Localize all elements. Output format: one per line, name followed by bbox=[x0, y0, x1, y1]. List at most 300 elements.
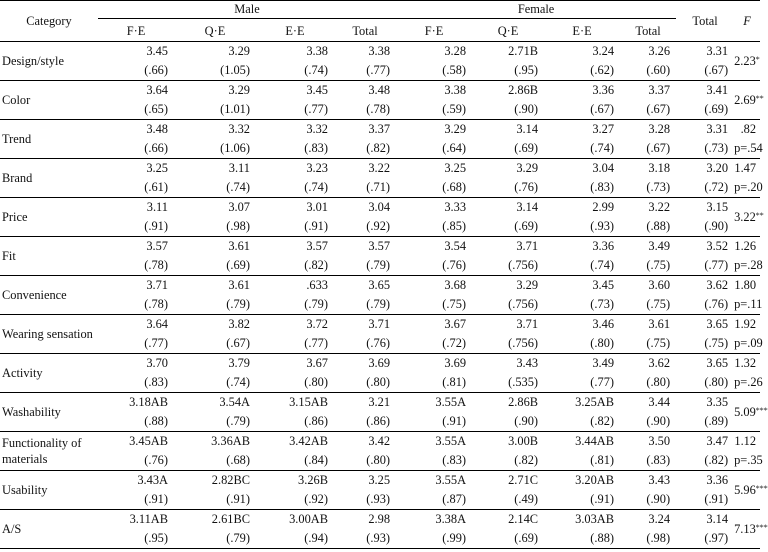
sd-cell: (.90) bbox=[704, 219, 729, 233]
mean-cell: 3.36AB bbox=[211, 434, 250, 448]
sd-cell: (.77) bbox=[590, 375, 615, 389]
sd-cell: (.76) bbox=[144, 453, 168, 467]
mean-cell: 2.86B bbox=[508, 395, 539, 409]
mean-cell: 3.45 bbox=[592, 278, 615, 292]
sd-cell: (.75) bbox=[646, 336, 671, 350]
mean-cell: 3.45 bbox=[306, 83, 328, 97]
mean-cell: 3.24 bbox=[592, 44, 615, 58]
sd-cell: (.74) bbox=[226, 375, 250, 389]
mean-cell: 2.71C bbox=[508, 473, 539, 487]
mean-cell: 2.14C bbox=[508, 512, 539, 526]
p-value: p=.09 bbox=[734, 336, 763, 350]
mean-cell: 3.46 bbox=[592, 317, 615, 331]
mean-cell: 3.65 bbox=[368, 278, 391, 292]
mean-cell: 3.21 bbox=[368, 395, 391, 409]
mean-cell: 3.18AB bbox=[129, 395, 168, 409]
f-value: 1.26 bbox=[734, 239, 757, 253]
table-row-sd bbox=[0, 490, 760, 510]
sd-cell: (.92) bbox=[304, 492, 328, 506]
mean-cell: 3.55A bbox=[435, 395, 467, 409]
sd-cell: (.66) bbox=[144, 141, 168, 155]
mean-cell: 3.32 bbox=[306, 122, 328, 136]
mean-cell: 3.37 bbox=[648, 83, 671, 97]
table-row bbox=[0, 510, 760, 530]
mean-cell: 3.82 bbox=[228, 317, 250, 331]
mean-cell: 2.82BC bbox=[211, 473, 250, 487]
mean-cell: 3.04 bbox=[592, 161, 615, 175]
sd-cell: (.86) bbox=[304, 414, 328, 428]
sd-cell: (.79) bbox=[366, 297, 391, 311]
mean-cell: 3.15 bbox=[706, 200, 729, 214]
sd-cell: (.74) bbox=[304, 63, 328, 77]
sd-cell: (.90) bbox=[514, 414, 539, 428]
row-category: Trend bbox=[2, 132, 32, 146]
mean-cell: 3.28 bbox=[444, 44, 467, 58]
sd-cell: (1.05) bbox=[220, 63, 250, 77]
mean-cell: 3.26 bbox=[648, 44, 671, 58]
sd-cell: (.77) bbox=[304, 102, 328, 116]
row-category: Washability bbox=[2, 405, 61, 419]
significance-marker: *** bbox=[755, 522, 768, 532]
mean-cell: 3.47 bbox=[706, 434, 729, 448]
p-value: p=.11 bbox=[734, 297, 763, 311]
mean-cell: 3.60 bbox=[648, 278, 671, 292]
sd-cell: (.74) bbox=[304, 180, 328, 194]
mean-cell: 3.62 bbox=[648, 356, 671, 370]
f-value-cell bbox=[734, 276, 760, 296]
sd-cell: (.76) bbox=[366, 336, 391, 350]
sd-cell: (.71) bbox=[366, 180, 391, 194]
f-header: F bbox=[743, 13, 751, 28]
subheader: Total bbox=[635, 24, 661, 38]
mean-cell: 3.25AB bbox=[575, 395, 615, 409]
sd-cell: (.91) bbox=[442, 414, 467, 428]
mean-cell: 2.98 bbox=[368, 512, 391, 526]
sd-cell: (.95) bbox=[514, 63, 539, 77]
sd-cell: (.93) bbox=[590, 219, 615, 233]
sd-cell: (.74) bbox=[590, 141, 615, 155]
table-row-sd bbox=[0, 217, 760, 237]
row-category: Wearing sensation bbox=[2, 327, 93, 341]
mean-cell: 3.29 bbox=[516, 278, 539, 292]
sd-cell: (.82) bbox=[304, 258, 328, 272]
sd-cell: (.756) bbox=[508, 336, 539, 350]
sd-cell: (.67) bbox=[226, 336, 250, 350]
mean-cell: 3.42 bbox=[368, 434, 391, 448]
f-value: 1.32 bbox=[734, 356, 757, 370]
sd-cell: (.67) bbox=[590, 102, 615, 116]
sd-cell: (.82) bbox=[704, 453, 729, 467]
mean-cell: 3.24 bbox=[648, 512, 671, 526]
mean-cell: 3.69 bbox=[368, 356, 391, 370]
f-value-cell bbox=[734, 510, 768, 549]
sd-cell: (.84) bbox=[304, 453, 328, 467]
mean-cell: 3.54 bbox=[444, 239, 467, 253]
category-header: Category bbox=[26, 13, 72, 28]
sd-cell: (.64) bbox=[442, 141, 467, 155]
table-row-sd bbox=[0, 373, 760, 393]
sd-cell: (.87) bbox=[442, 492, 467, 506]
sd-cell: (.82) bbox=[514, 453, 539, 467]
mean-cell: 3.33 bbox=[444, 200, 467, 214]
subheader: Q·E bbox=[204, 24, 226, 38]
mean-cell: 3.29 bbox=[228, 44, 250, 58]
sd-cell: (.76) bbox=[514, 180, 539, 194]
sd-cell: (.80) bbox=[366, 375, 391, 389]
f-value-cell bbox=[734, 120, 760, 140]
row-category: Price bbox=[2, 210, 28, 224]
mean-cell: 3.65 bbox=[706, 317, 729, 331]
f-value: 5.09 bbox=[734, 404, 756, 419]
p-value: p=.54 bbox=[734, 141, 763, 155]
f-value: 2.23 bbox=[734, 53, 756, 68]
mean-cell: 3.22 bbox=[648, 200, 671, 214]
subheader: E·E bbox=[285, 24, 305, 38]
mean-cell: 3.27 bbox=[592, 122, 615, 136]
sd-cell: (.80) bbox=[646, 375, 671, 389]
mean-cell: 3.43 bbox=[516, 356, 539, 370]
significance-marker: ** bbox=[755, 210, 764, 220]
sd-cell: (.73) bbox=[590, 297, 615, 311]
sd-cell: (.68) bbox=[442, 180, 467, 194]
sd-cell: (.91) bbox=[144, 219, 168, 233]
sd-cell: (.99) bbox=[442, 531, 467, 545]
table-row bbox=[0, 315, 760, 335]
table-row bbox=[0, 276, 760, 296]
row-category: Convenience bbox=[2, 288, 67, 302]
sd-cell: (.49) bbox=[514, 492, 539, 506]
mean-cell: 3.71 bbox=[368, 317, 391, 331]
sd-cell: (.75) bbox=[442, 297, 467, 311]
mean-cell: 3.20AB bbox=[575, 473, 615, 487]
f-value-cell bbox=[734, 237, 760, 257]
mean-cell: 3.57 bbox=[368, 239, 391, 253]
table-row-sd bbox=[0, 451, 760, 471]
f-value-cell bbox=[734, 198, 764, 237]
header-row-groups bbox=[0, 1, 760, 19]
total-header: Total bbox=[692, 13, 718, 28]
row-category: Functionality of materials bbox=[2, 436, 82, 466]
mean-cell: 3.31 bbox=[706, 122, 729, 136]
sd-cell: (.91) bbox=[704, 492, 729, 506]
mean-cell: 2.99 bbox=[592, 200, 615, 214]
mean-cell: 3.36 bbox=[706, 473, 729, 487]
mean-cell: 3.36 bbox=[592, 239, 615, 253]
sd-cell: (.77) bbox=[366, 63, 391, 77]
mean-cell: 3.18 bbox=[648, 161, 671, 175]
sd-cell: (.79) bbox=[226, 297, 250, 311]
mean-cell: 3.55A bbox=[435, 434, 467, 448]
mean-cell: 2.86B bbox=[508, 83, 539, 97]
f-value-cell bbox=[734, 159, 760, 179]
sd-cell: (.69) bbox=[704, 102, 729, 116]
row-category: Design/style bbox=[2, 54, 64, 68]
sd-cell: (.58) bbox=[442, 63, 467, 77]
mean-cell: 3.43 bbox=[648, 473, 671, 487]
sd-cell: (.83) bbox=[646, 453, 671, 467]
mean-cell: 3.38 bbox=[306, 44, 328, 58]
mean-cell: 3.48 bbox=[368, 83, 391, 97]
mean-cell: 3.64 bbox=[146, 317, 168, 331]
mean-cell: 3.22 bbox=[368, 161, 391, 175]
mean-cell: 3.71 bbox=[146, 278, 168, 292]
subheader: Q·E bbox=[497, 24, 519, 38]
mean-cell: 3.38 bbox=[444, 83, 467, 97]
sd-cell: (.77) bbox=[304, 336, 328, 350]
mean-cell: 3.14 bbox=[516, 200, 539, 214]
sd-cell: (.83) bbox=[304, 141, 328, 155]
sd-cell: (.88) bbox=[590, 531, 615, 545]
mean-cell: 3.29 bbox=[228, 83, 250, 97]
mean-cell: 3.54A bbox=[219, 395, 250, 409]
mean-cell: 3.72 bbox=[306, 317, 328, 331]
mean-cell: 3.45AB bbox=[129, 434, 168, 448]
mean-cell: 3.28 bbox=[648, 122, 671, 136]
p-value: p=.35 bbox=[734, 453, 763, 467]
mean-cell: 3.41 bbox=[706, 83, 729, 97]
mean-cell: 3.61 bbox=[228, 239, 250, 253]
mean-cell: 3.55A bbox=[435, 473, 467, 487]
mean-cell: 3.04 bbox=[368, 200, 391, 214]
sd-cell: (.91) bbox=[304, 219, 328, 233]
sd-cell: (.83) bbox=[442, 453, 467, 467]
mean-cell: 3.62 bbox=[706, 278, 729, 292]
sd-cell: (.74) bbox=[590, 258, 615, 272]
sd-cell: (.89) bbox=[704, 414, 729, 428]
mean-cell: .633 bbox=[306, 278, 328, 292]
mean-cell: 3.23 bbox=[306, 161, 328, 175]
sd-cell: (.65) bbox=[144, 102, 168, 116]
sd-cell: (.59) bbox=[442, 102, 467, 116]
sd-cell: (.82) bbox=[590, 414, 615, 428]
mean-cell: 3.07 bbox=[228, 200, 250, 214]
sd-cell: (.93) bbox=[366, 531, 391, 545]
table-row-sd bbox=[0, 256, 760, 276]
header-row-subgroups bbox=[0, 19, 760, 42]
mean-cell: 3.79 bbox=[228, 356, 250, 370]
sd-cell: (.756) bbox=[508, 258, 539, 272]
p-value: p=.20 bbox=[734, 180, 763, 194]
f-value-cell bbox=[734, 393, 768, 432]
mean-cell: 3.45 bbox=[146, 44, 168, 58]
sd-cell: (.67) bbox=[646, 102, 671, 116]
sd-cell: (.97) bbox=[704, 531, 729, 545]
sd-cell: (.73) bbox=[646, 180, 671, 194]
sd-cell: (.86) bbox=[366, 414, 391, 428]
mean-cell: 3.42AB bbox=[289, 434, 328, 448]
sd-cell: (.756) bbox=[508, 297, 539, 311]
f-value: 1.47 bbox=[734, 161, 757, 175]
f-value: 7.13 bbox=[734, 521, 756, 536]
sd-cell: (.98) bbox=[226, 219, 250, 233]
sd-cell: (.80) bbox=[704, 375, 729, 389]
p-value: p=.28 bbox=[734, 258, 763, 272]
mean-cell: 3.64 bbox=[146, 83, 168, 97]
sd-cell: (.94) bbox=[304, 531, 328, 545]
sd-cell: (.98) bbox=[646, 531, 671, 545]
subheader: Total bbox=[352, 24, 378, 38]
mean-cell: 3.25 bbox=[146, 161, 168, 175]
sd-cell: (.73) bbox=[704, 141, 729, 155]
table-row-sd bbox=[0, 295, 760, 315]
row-category: A/S bbox=[2, 522, 22, 536]
table-row-sd bbox=[0, 61, 760, 81]
sd-cell: (.75) bbox=[704, 336, 729, 350]
f-value-cell bbox=[734, 432, 760, 452]
sd-cell: (.79) bbox=[366, 258, 391, 272]
mean-cell: 3.38 bbox=[368, 44, 391, 58]
mean-cell: 3.48 bbox=[146, 122, 168, 136]
table-row bbox=[0, 432, 760, 452]
sd-cell: (.69) bbox=[514, 141, 539, 155]
mean-cell: 3.49 bbox=[592, 356, 615, 370]
f-value: 5.96 bbox=[734, 482, 756, 497]
f-value-cell bbox=[734, 354, 760, 374]
sd-cell: (.74) bbox=[226, 180, 250, 194]
subheader: E·E bbox=[572, 24, 592, 38]
sd-cell: (.80) bbox=[304, 375, 328, 389]
mean-cell: 3.43A bbox=[137, 473, 168, 487]
sd-cell: (.67) bbox=[704, 63, 729, 77]
sd-cell: (.90) bbox=[514, 102, 539, 116]
sd-cell: (.68) bbox=[226, 453, 250, 467]
mean-cell: 3.35 bbox=[706, 395, 729, 409]
subheader: F·E bbox=[424, 24, 444, 38]
sd-cell: (.78) bbox=[366, 102, 391, 116]
sd-cell: (.67) bbox=[646, 141, 671, 155]
sd-cell: (.75) bbox=[646, 297, 671, 311]
table-row bbox=[0, 471, 760, 491]
sd-cell: (.62) bbox=[590, 63, 615, 77]
sd-cell: (.78) bbox=[144, 258, 168, 272]
mean-cell: 3.36 bbox=[592, 83, 615, 97]
mean-cell: 3.71 bbox=[516, 239, 539, 253]
mean-cell: 3.25 bbox=[368, 473, 391, 487]
sd-cell: (.90) bbox=[646, 414, 671, 428]
sd-cell: (.91) bbox=[226, 492, 250, 506]
mean-cell: 3.37 bbox=[368, 122, 391, 136]
sd-cell: (.61) bbox=[144, 180, 168, 194]
f-value-cell bbox=[734, 81, 764, 120]
f-value: 1.12 bbox=[734, 434, 757, 448]
sd-cell: (.76) bbox=[704, 297, 729, 311]
row-category: Fit bbox=[2, 249, 16, 263]
table-row bbox=[0, 81, 760, 101]
sd-cell: (.80) bbox=[590, 336, 615, 350]
mean-cell: 3.11 bbox=[146, 200, 168, 214]
sd-cell: (.79) bbox=[226, 414, 250, 428]
sd-cell: (.66) bbox=[144, 63, 168, 77]
sd-cell: (.79) bbox=[304, 297, 328, 311]
mean-cell: 3.57 bbox=[146, 239, 168, 253]
mean-cell: 3.65 bbox=[706, 356, 729, 370]
f-value: 1.80 bbox=[734, 278, 757, 292]
table-row bbox=[0, 120, 760, 140]
table-row bbox=[0, 42, 760, 62]
mean-cell: 3.71 bbox=[516, 317, 539, 331]
significance-marker: *** bbox=[755, 405, 768, 415]
table-row-sd bbox=[0, 412, 760, 432]
sd-cell: (.77) bbox=[144, 336, 168, 350]
mean-cell: 3.31 bbox=[706, 44, 729, 58]
mean-cell: 3.67 bbox=[444, 317, 467, 331]
mean-cell: 3.26B bbox=[298, 473, 328, 487]
f-value-cell bbox=[734, 471, 768, 510]
f-value: .82 bbox=[740, 122, 757, 136]
table-row bbox=[0, 354, 760, 374]
sd-cell: (.81) bbox=[590, 453, 615, 467]
sd-cell: (.72) bbox=[442, 336, 467, 350]
sd-cell: (.88) bbox=[144, 414, 168, 428]
female-group-header: Female bbox=[396, 1, 676, 19]
table-row-sd bbox=[0, 178, 760, 198]
sd-cell: (.91) bbox=[144, 492, 168, 506]
p-value: p=.26 bbox=[734, 375, 763, 389]
sd-cell: (.69) bbox=[514, 219, 539, 233]
mean-cell: 3.14 bbox=[516, 122, 539, 136]
sd-cell: (.91) bbox=[590, 492, 615, 506]
table-row bbox=[0, 393, 760, 413]
sd-cell: (.60) bbox=[646, 63, 671, 77]
sd-cell: (.69) bbox=[226, 258, 250, 272]
table-row bbox=[0, 159, 760, 179]
row-category: Activity bbox=[2, 366, 43, 380]
row-category: Usability bbox=[2, 483, 48, 497]
sd-cell: (.76) bbox=[442, 258, 467, 272]
mean-cell: 3.11 bbox=[228, 161, 250, 175]
sd-cell: (.82) bbox=[366, 141, 391, 155]
mean-cell: 2.71B bbox=[508, 44, 539, 58]
mean-cell: 3.44 bbox=[648, 395, 671, 409]
f-value: 1.92 bbox=[734, 317, 757, 331]
sd-cell: (.83) bbox=[144, 375, 168, 389]
mean-cell: 3.61 bbox=[228, 278, 250, 292]
row-category: Color bbox=[2, 93, 31, 107]
sd-cell: (1.01) bbox=[220, 102, 250, 116]
significance-marker: *** bbox=[755, 483, 768, 493]
mean-cell: 3.25 bbox=[444, 161, 467, 175]
mean-cell: 3.69 bbox=[444, 356, 467, 370]
mean-cell: 3.29 bbox=[444, 122, 467, 136]
f-value-cell bbox=[734, 42, 760, 81]
mean-cell: 3.57 bbox=[306, 239, 328, 253]
significance-marker: ** bbox=[755, 93, 764, 103]
sd-cell: (.77) bbox=[704, 258, 729, 272]
sd-cell: (.535) bbox=[508, 375, 539, 389]
f-value: 3.22 bbox=[734, 209, 756, 224]
sd-cell: (.72) bbox=[704, 180, 729, 194]
sd-cell: (1.06) bbox=[220, 141, 250, 155]
mean-cell: 3.32 bbox=[228, 122, 250, 136]
mean-cell: 3.49 bbox=[648, 239, 671, 253]
table-row bbox=[0, 237, 760, 257]
mean-cell: 3.38A bbox=[435, 512, 467, 526]
mean-cell: 3.52 bbox=[706, 239, 729, 253]
mean-cell: 3.11AB bbox=[129, 512, 168, 526]
sd-cell: (.81) bbox=[442, 375, 467, 389]
table-row bbox=[0, 198, 760, 218]
significance-marker: * bbox=[755, 54, 760, 64]
f-value: 2.69 bbox=[734, 92, 756, 107]
mean-cell: 3.50 bbox=[648, 434, 671, 448]
mean-cell: 3.03AB bbox=[575, 512, 615, 526]
sd-cell: (.92) bbox=[366, 219, 391, 233]
mean-cell: 3.29 bbox=[516, 161, 539, 175]
mean-cell: 3.01 bbox=[306, 200, 328, 214]
sd-cell: (.75) bbox=[646, 258, 671, 272]
row-category: Brand bbox=[2, 171, 33, 185]
table-row-sd bbox=[0, 100, 760, 120]
